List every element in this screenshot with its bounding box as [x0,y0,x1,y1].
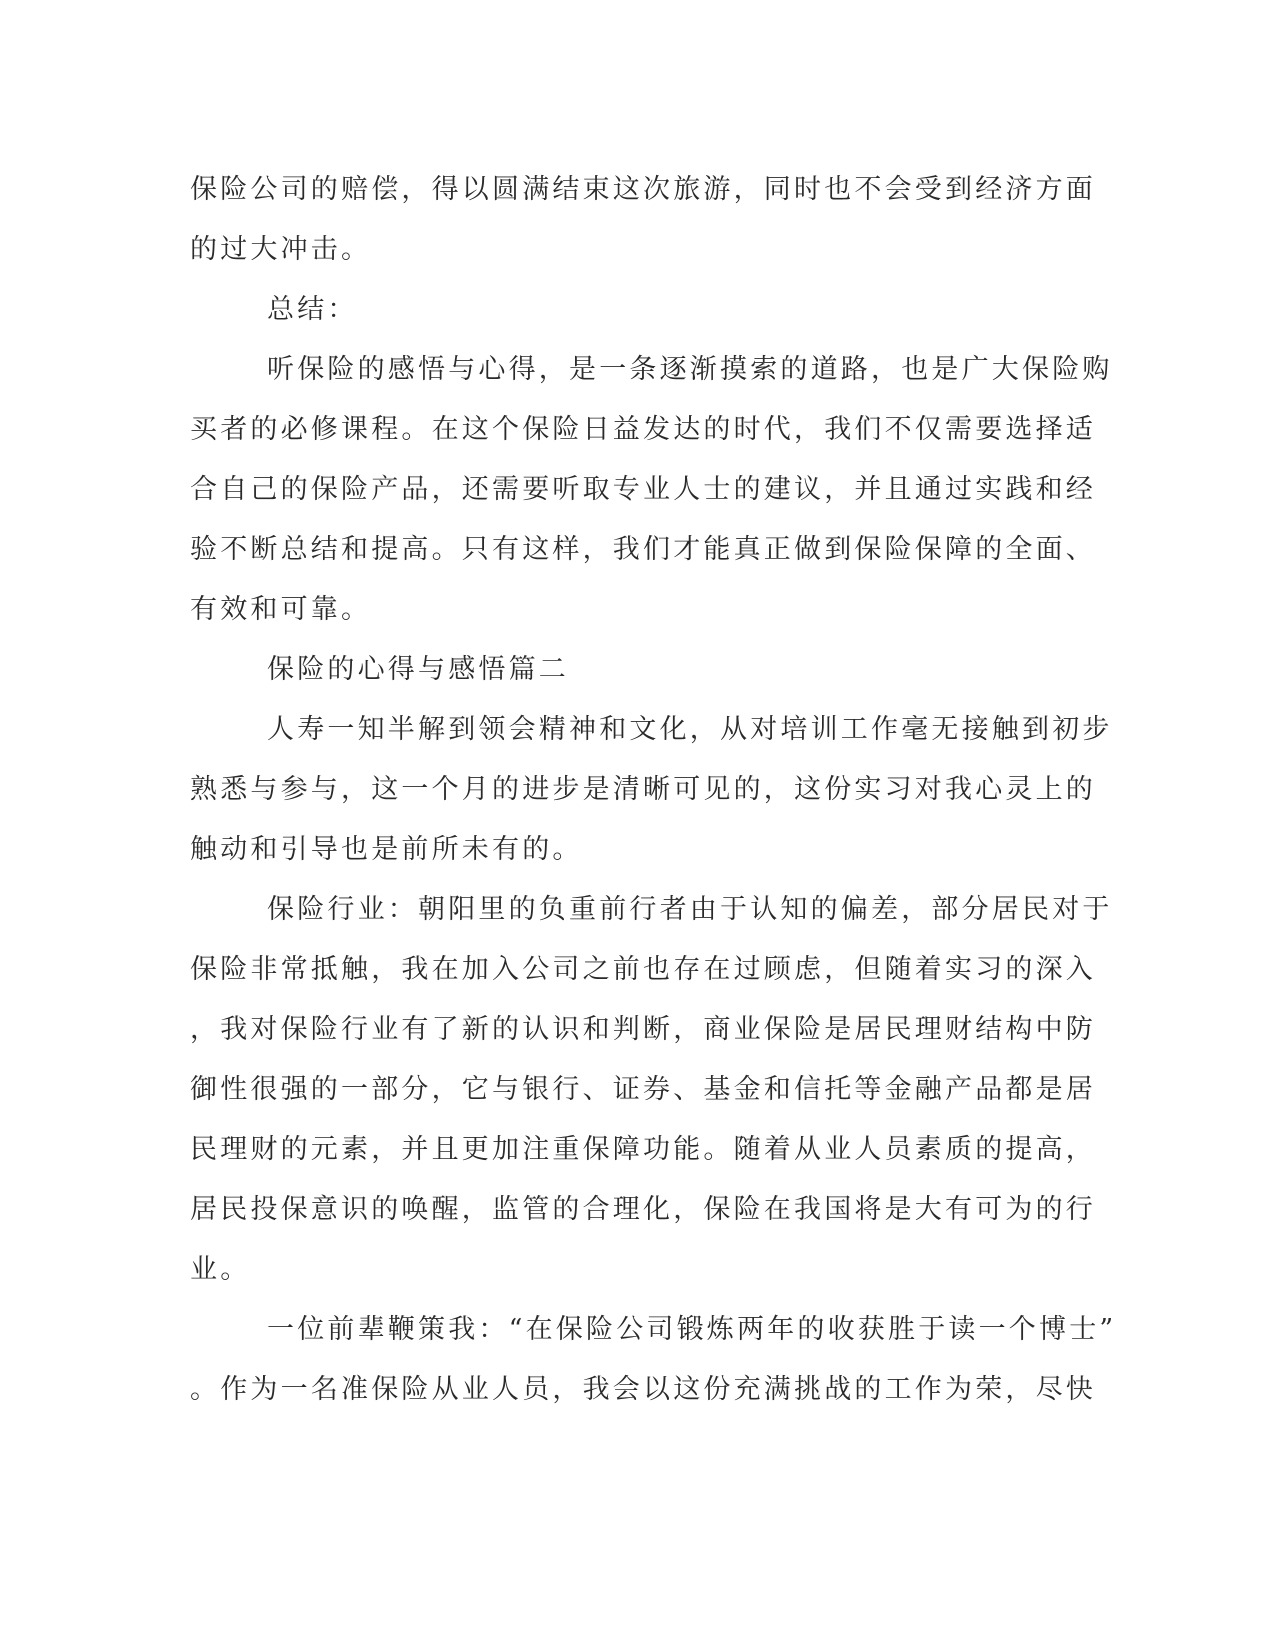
text-line: 民理财的元素，并且更加注重保障功能。随着从业人员素质的提高， [190,1134,1096,1165]
text-line: 保险非常抵触，我在加入公司之前也存在过顾虑，但随着实习的深入 [190,954,1096,985]
text-line: 居民投保意识的唤醒，监管的合理化，保险在我国将是大有可为的行 [190,1194,1096,1225]
section-heading-summary: 总结： [267,294,358,325]
text-line: 保险行业：朝阳里的负重前行者由于认知的偏差，部分居民对于 [267,894,1113,925]
text-line: 。作为一名准保险从业人员，我会以这份充满挑战的工作为荣，尽快 [190,1374,1096,1405]
text-line: ，我对保险行业有了新的认识和判断，商业保险是居民理财结构中防 [190,1014,1096,1045]
text-line: 御性很强的一部分，它与银行、证券、基金和信托等金融产品都是居 [190,1074,1096,1105]
text-line: 听保险的感悟与心得，是一条逐渐摸索的道路，也是广大保险购 [267,354,1113,385]
document-body [190,160,1117,1420]
text-line: 有效和可靠。 [190,594,372,625]
text-line: 合自己的保险产品，还需要听取专业人士的建议，并且通过实践和经 [190,474,1096,505]
text-line: 人寿一知半解到领会精神和文化，从对培训工作毫无接触到初步 [267,714,1113,745]
text-line: 一位前辈鞭策我：“在保险公司锻炼两年的收获胜于读一个博士” [267,1314,1117,1345]
text-line: 的过大冲击。 [190,234,372,265]
text-line: 熟悉与参与，这一个月的进步是清晰可见的，这份实习对我心灵上的 [190,774,1096,805]
text-line: 业。 [190,1254,251,1285]
text-line: 保险公司的赔偿，得以圆满结束这次旅游，同时也不会受到经济方面 [190,174,1096,205]
text-line: 买者的必修课程。在这个保险日益发达的时代，我们不仅需要选择适 [190,414,1096,445]
section-heading-part-two: 保险的心得与感悟篇二 [267,654,569,685]
text-line: 验不断总结和提高。只有这样，我们才能真正做到保险保障的全面、 [190,534,1096,565]
text-line: 触动和引导也是前所未有的。 [190,834,583,865]
